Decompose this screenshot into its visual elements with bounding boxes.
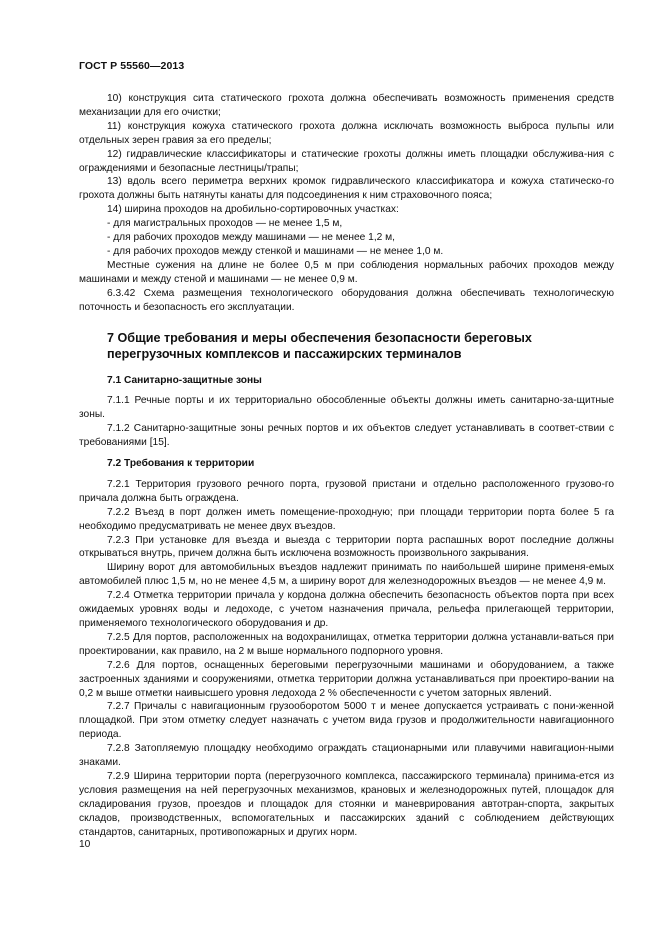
paragraph-7-2-1: 7.2.1 Территория грузового речного порта, грузовой пристани и отдельно расположенного грузово-го причала должна быть ограждена.: [79, 478, 614, 504]
paragraph-7-2-7: 7.2.7 Причалы с навигационным грузооборотом 5000 т и менее допускается устраивать с пони-женной площадкой. При этом отметку следует назначать с учетом вида грузов и продолжительности навигационного периода.: [79, 701, 614, 741]
list-item-machine-passages: - для рабочих проходов между машинами — не менее 1,2 м,: [107, 232, 396, 244]
document-body: [79, 92, 614, 840]
paragraph-item-11: 11) конструкция кожуха статического грохота должна исключать возможность выброса пульпы или отдельных зерен гравия за его пределы;: [79, 120, 614, 146]
paragraph-local-narrowing: Местные сужения на длине не более 0,5 м при соблюдения нормальных рабочих проходов между машинами и между стеной и машинами — не менее 0,9 м.: [79, 259, 614, 285]
document-header: ГОСТ Р 55560—2013: [79, 60, 185, 72]
subsection-7-1-title: 7.1 Санитарно-защитные зоны: [107, 374, 262, 386]
paragraph-7-2-2: 7.2.2 Въезд в порт должен иметь помещение-проходную; при площади территории порта более 5 га необходимо предусматривать не менее двух въездов.: [79, 506, 614, 532]
paragraph-7-2-9: 7.2.9 Ширина территории порта (перегрузочного комплекса, пассажирского терминала) принима-ется из условия размещения на ней перегрузочных механизмов, крановых и железнодорожных путей, площадок для складирования грузов, проездов и площадок для стоянки и маневрирования автотран-спорта, закрытых складов, производственных, вспомогательных и пассажирских зданий с соблюдением действующих стандартов, санитарных, противопожарных и других норм.: [79, 770, 614, 838]
paragraph-item-12: 12) гидравлические классификаторы и статические грохоты должны иметь площадки обслужива-ния с ограждениями и безопасные лестницы/трапы;: [79, 148, 614, 174]
paragraph-gate-width: Ширину ворот для автомобильных въездов надлежит принимать по наибольшей ширине применя-емых автомобилей плюс 1,5 м, но не менее 4,5 м, а ширину ворот для железнодорожных въездов — не менее 4,9 м.: [79, 562, 614, 588]
paragraph-6-3-42: 6.3.42 Схема размещения технологического оборудования должна обеспечивать технологическую поточность и безопасность его эксплуатации.: [79, 287, 614, 313]
paragraph-item-10: 10) конструкция сита статического грохота должна обеспечивать возможность применения средств механизации для его очистки;: [79, 93, 614, 118]
paragraph-item-14: 14) ширина проходов на дробильно-сортировочных участках:: [107, 204, 399, 216]
paragraph-7-2-8: 7.2.8 Затопляемую площадку необходимо ограждать стационарными или плавучими навигацион-ными знаками.: [79, 743, 614, 769]
page-number: 10: [79, 839, 91, 850]
paragraph-7-1-1: 7.1.1 Речные порты и их территориально обособленные объекты должны иметь санитарно-за-щитные зоны.: [79, 395, 614, 421]
subsection-7-2-title: 7.2 Требования к территории: [107, 458, 255, 470]
paragraph-7-1-2: 7.1.2 Санитарно-защитные зоны речных портов и их объектов следует устанавливать в соответ-ствии с требованиями [15].: [79, 423, 614, 449]
section-7-title: 7 Общие требования и меры обеспечения безопасности береговых перегрузочных комплексов и пассажирских терминалов: [107, 330, 532, 361]
paragraph-7-2-6: 7.2.6 Для портов, оснащенных береговыми перегрузочными машинами и оборудованием, а также застроенных зданиями и сооружениями, отметка территории должна устанавливаться при проектиро-вании на 0,2 м выше отметки наивысшего уровня ледохода 2 % обеспеченности с учетом заторных явлений.: [79, 659, 614, 699]
list-item-main-passages: - для магистральных проходов — не менее 1,5 м,: [107, 218, 343, 230]
paragraph-7-2-3: 7.2.3 При установке для въезда и выезда с территории порта распашных ворот последние должны открываться внутрь, причем должна быть исключена возможность произвольного закрывания.: [79, 534, 614, 560]
list-item-wall-passages: - для рабочих проходов между стенкой и машинами — не менее 1,0 м.: [107, 245, 444, 257]
paragraph-7-2-5: 7.2.5 Для портов, расположенных на водохранилищах, отметка территории должна устанавли-ваться при проектировании, как правило, на 2 м выше нормального подпорного уровня.: [79, 631, 614, 657]
paragraph-item-13: 13) вдоль всего периметра верхних кромок гидравлического классификатора и кожуха статическо-го грохота должны быть натянуты канаты для подсоединения к ним страховочного пояса;: [79, 176, 614, 202]
paragraph-7-2-4: 7.2.4 Отметка территории причала у кордона должна обеспечить безопасность объектов порта при всех ожидаемых уровнях воды и ледоходе, с учетом назначения причала, рельефа прилегающей территории, применяемого технологического оборудования и др.: [79, 590, 614, 629]
